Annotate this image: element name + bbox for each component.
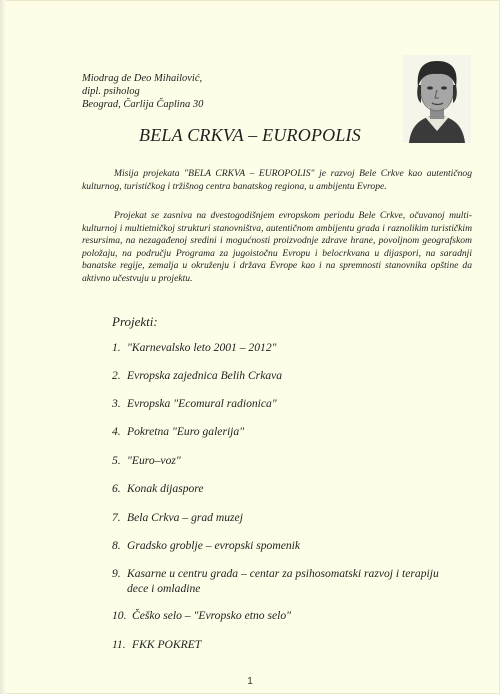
projects-heading: Projekti: <box>112 314 158 329</box>
list-item: 1. "Karnevalsko leto 2001 – 2012" <box>112 341 277 354</box>
document-title: BELA CRKVA – EUROPOLIS <box>139 125 361 145</box>
list-item: 11. FKK POKRET <box>112 638 202 651</box>
list-item: 6. Konak dijaspore <box>112 482 204 495</box>
list-item: 10. Češko selo – "Evropsko etno selo" <box>112 609 292 622</box>
project-basis-paragraph: Projekat se zasniva na dvestogodišnjem evropskom periodu Bele Crkve, očuvanoj multi-kulturnoj i multietničkoj strukturi stanovništva, autentičnom ambijentu grada i raznolikim turističkim resursima, na nezagađenoj sredini i mogućnosti proizvodnje zdrave hrane, povoljnom geografskom položaju, na području Programa za jugoistočnu Evropu i belocrkvana u dijaspori, na saradnji banatske regije, zemalja u okruženju i država Evrope kao i na spremnosti stanovnika opštine da aktivno učestvuju u projektu. <box>82 210 472 284</box>
list-item: 4. Pokretna "Euro galerija" <box>112 425 245 438</box>
author-address: Beograd, Čarlija Čaplina 30 <box>82 99 204 110</box>
author-block <box>82 72 203 111</box>
page-number: 1 <box>247 676 253 687</box>
author-name: Miodrag de Deo Mihailović, <box>82 73 203 84</box>
list-item: 8. Gradsko groblje – evropski spomenik <box>112 539 301 552</box>
mission-paragraph: Misija projekata "BELA CRKVA – EUROPOLIS" je razvoj Bele Crkve kao autentičnog kulturnog, turističkog i tržišnog centra banatskog regiona, u ambijentu Evrope. <box>82 168 472 192</box>
list-item: 3. Evropska "Ecomural radionica" <box>112 397 277 410</box>
list-item: 5. "Euro–voz" <box>112 454 181 467</box>
list-item: 9. Kasarne u centru grada – centar za psihosomatski razvoj i terapiju dece i omladine <box>112 567 439 595</box>
author-title: dipl. psiholog <box>82 86 140 97</box>
list-item: 2. Evropska zajednica Belih Crkava <box>112 369 283 382</box>
list-item: 7. Bela Crkva – grad muzej <box>112 511 243 524</box>
